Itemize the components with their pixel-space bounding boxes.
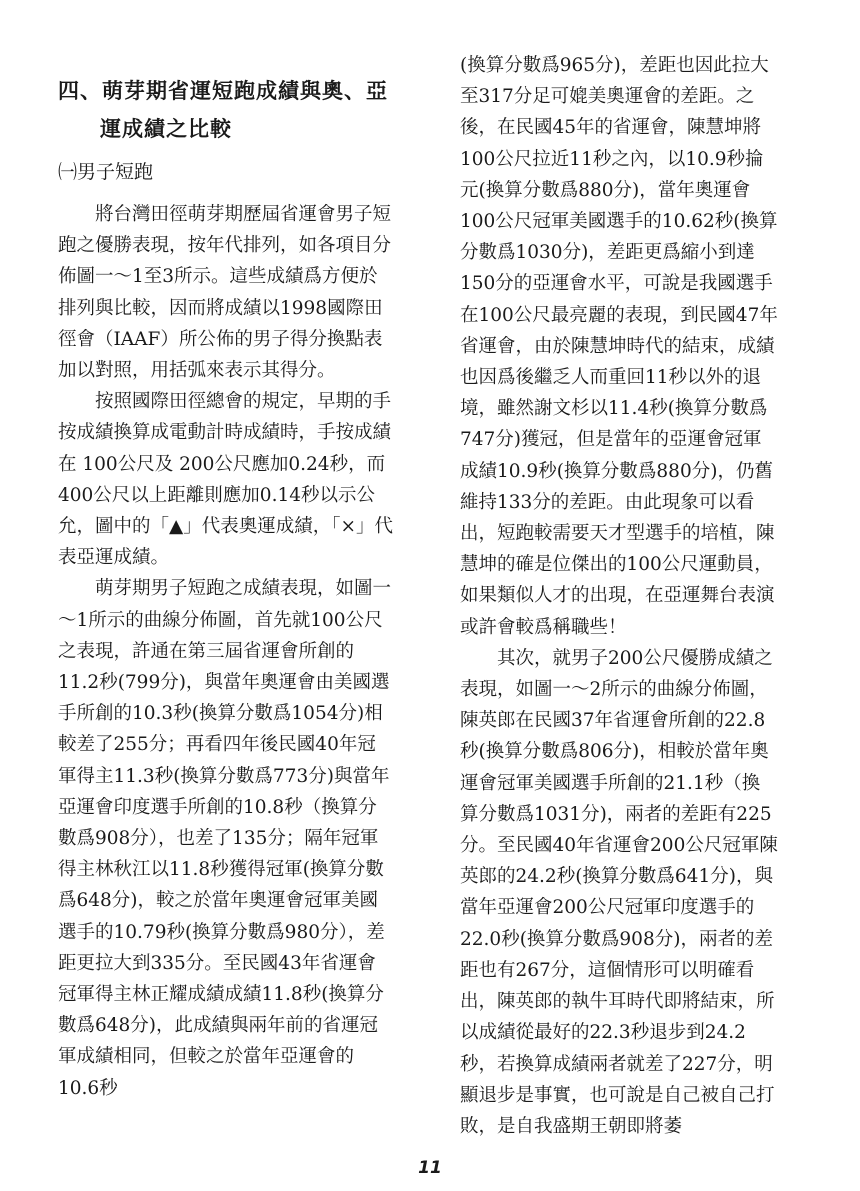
page-number: 11 bbox=[418, 1158, 442, 1178]
paragraph: 將台灣田徑萌芽期歷屆省運會男子短跑之優勝表現，按年代排列，如各項目分佈圖一～1至3所示。這些成績爲方便於排列與比較，因而將成績以1998國際田徑會（IAAF）所公佈的男子得分換點表加以對照，用括弧來表示其得分。 bbox=[58, 204, 392, 382]
section-heading-line-2: 運成績之比較 bbox=[100, 117, 232, 141]
section-heading-line-1: 四、萌芽期省運短跑成績與奧、亞 bbox=[58, 79, 388, 103]
section-heading bbox=[58, 72, 398, 148]
right-column bbox=[460, 50, 778, 1142]
paragraph: (換算分數爲965分)，差距也因此拉大至317分足可媲美奧運會的差距。之後，在民國45年的省運會，陳慧坤將100公尺拉近11秒之內，以10.9秒掄元(換算分數爲880分)，當年奧運會100公尺冠軍美國選手的10.62秒(換算分數爲1030分)，差距更爲縮小到達150分的亞運會水平，可說是我國選手在100公尺最亮麗的表現，到民國47年省運會，由於陳慧坤時代的結束，成績也因爲後繼乏人而重回11秒以外的退境，雖然謝文杉以11.4秒(換算分數爲747分)獲冠，但是當年的亞運會冠軍成績10.9秒(換算分數爲880分)，仍舊維持133分的差距。由此現象可以看出，短跑較需要天才型選手的培植，陳慧坤的確是位傑出的100公尺運動員，如果類似人才的出現，在亞運舞台表演或許會較爲稱職些！ bbox=[460, 55, 778, 638]
left-column bbox=[58, 199, 393, 1104]
paragraph: 萌芽期男子短跑之成績表現，如圖一～1所示的曲線分佈圖，首先就100公尺之表現，許通在第三屆省運會所創的11.2秒(799分)，與當年奧運會由美國選手所創的10.3秒(換算分數爲1054分)相較差了255分；再看四年後民國40年冠軍得主11.3秒(換算分數爲773分)與當年亞運會印度選手所創的10.8秒（換算分數爲908分），也差了135分；隔年冠軍得主林秋江以11.8秒獲得冠軍(換算分數爲648分)，較之於當年奧運會冠軍美國選手的10.79秒(換算分數爲980分），差距更拉大到335分。至民國43年省運會冠軍得主林正耀成績成績11.8秒(換算分數爲648分)，此成績與兩年前的省運冠軍成績相同，但較之於當年亞運會的10.6秒 bbox=[58, 578, 392, 1099]
subsection-heading: ㈠男子短跑 bbox=[58, 161, 154, 183]
paragraph: 按照國際田徑總會的規定，早期的手按成績換算成電動計時成績時，手按成績在 100公尺及 200公尺應加0.24秒，而 400公尺以上距離則應加0.14秒以示公允，圖中的「▲」代表奧運成績，「×」代表亞運成績。 bbox=[58, 391, 393, 569]
paragraph: 其次，就男子200公尺優勝成績之表現，如圖一～2所示的曲線分佈圖，陳英郎在民國37年省運會所創的22.8秒(換算分數爲806分)，相較於當年奧運會冠軍美國選手所創的21.1秒（換算分數爲1031分)，兩者的差距有225分。至民國40年省運會200公尺冠軍陳英郎的24.2秒(換算分數爲641分)，與當年亞運會200公尺冠軍印度選手的22.0秒(換算分數爲908分)，兩者的差距也有267分，這個情形可以明確看出，陳英郎的執牛耳時代即將結束，所以成績從最好的22.3秒退步到24.2秒，若換算成績兩者就差了227分，明顯退步是事實，也可說是自己被自己打敗，是自我盛期王朝即將萎 bbox=[460, 647, 778, 1137]
